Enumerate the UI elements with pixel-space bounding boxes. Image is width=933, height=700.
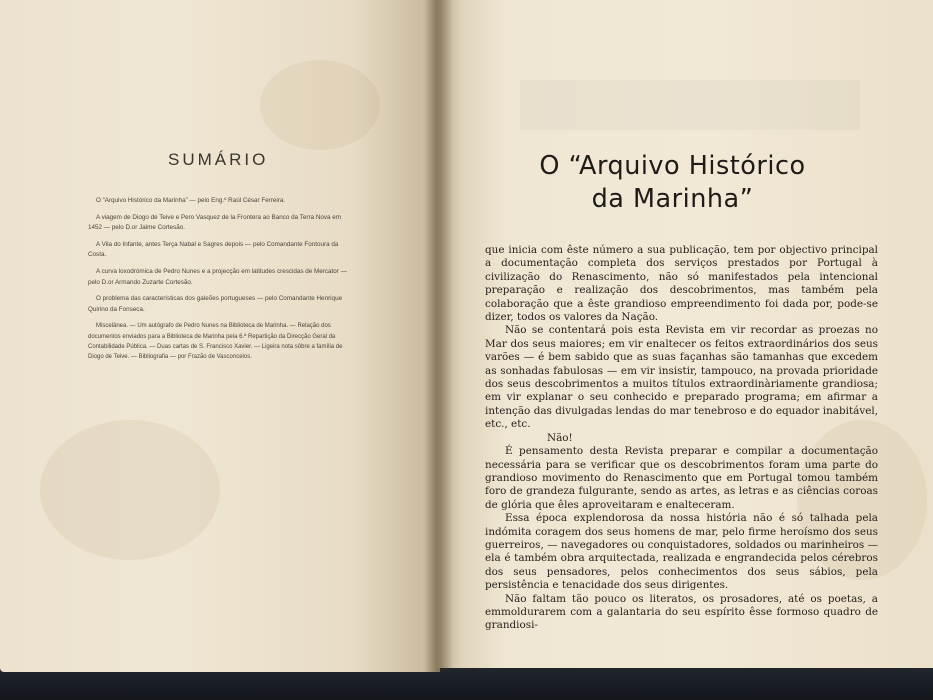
article-title-line: da Marinha”: [591, 184, 754, 214]
body-paragraph: É pensamento desta Revista preparar e compilar a documentação necessária para se verificar que os descobrimentos foram uma parte do grandioso movimento do Renascimento que em Portugal tomou também foro de grandeza fulgurante, sendo as artes, as letras e as ciências coroas de glória que êles aproveitaram e enalteceram.: [485, 445, 878, 511]
body-paragraph: Não faltam tão pouco os literatos, os prosadores, até os poetas, a emmoldurarem com a galantaria do seu espírito êsse formoso quadro de grandiosi-: [485, 592, 878, 632]
body-paragraph: Não se contentará pois esta Revista em vir recordar as proezas no Mar dos seus maiores; em vir enaltecer os feitos extraordinários dos seus varões — é bem sabido que as suas façanhas são tamanhas que excedem as sonhadas fabulosas — em vir insistir, tampouco, na provada prioridade dos seus descobrimentos a muitos títulos extraordinàriamente grandiosa; em vir explanar o seu conhecido e preparado programa; em afirmar a intenção das divulgadas lendas do mar tenebroso e do equador inabitável, etc., etc.: [485, 324, 878, 431]
toc-entry: A viagem de Diogo de Teive e Pero Vasquez de la Frontera ao Banco da Terra Nova em 1452 — pelo D.or Jaime Cortesão.: [88, 213, 342, 232]
table-of-contents: [88, 196, 348, 368]
book-gutter: [425, 0, 453, 672]
toc-entry: O problema das características dos galeões portugueses — pelo Comandante Henrique Quirino da Fonseca.: [88, 295, 343, 313]
sumario-title: SUMÁRIO: [168, 150, 269, 169]
body-paragraph: Essa época explendorosa da nossa história não é só talhada pela indómita coragem dos seus homens de mar, pelo firme heroísmo dos seus guerreiros, — navegadores ou conquistadores, soldados ou marinheiros — ela é também obra arquitectada, realizada e engrandecida pelos cérebros dos seus pensadores, pelos conhecimentos dos seus sábios, pela persistência e tenacidade dos seus dirigentes.: [485, 512, 878, 592]
article-body: [485, 244, 878, 633]
body-paragraph: que inicia com êste número a sua publicação, tem por objectivo principal a documentação completa dos serviços prestados por Portugal à civilização do Renascimento, não só manifestados pela intencional preparação e realização dos descobrimentos, mas também pela colaboração que a êste grandioso empreendimento foi dada por, pode-se dizer, todos os valores da Nação.: [485, 244, 878, 324]
paper-stain: [40, 420, 220, 560]
toc-entry: A curva loxodrómica de Pedro Nunes e a projecção em latitudes crescidas de Mercator — pelo D.or Armando Zuzarte Cortesão.: [88, 267, 347, 286]
paper-stain: [260, 60, 380, 150]
show-through: [520, 80, 860, 130]
article-title: [505, 150, 840, 216]
toc-entry: A Vila do Infante, antes Terça Nabal e Sagres depois — pelo Comandante Fontoura da Costa.: [88, 240, 339, 259]
body-paragraph: Não!: [547, 431, 573, 444]
toc-miscellanea: Miscelânea. — Um autógrafo de Pedro Nunes na Biblioteca de Marinha. — Relação dos documentos enviados para a Biblioteca de Marinha pela 6.ª Repartição da Direcção Geral da Contabilidade Pública. — Duas cartas de S. Francisco Xavier. — Ligeira nota sôbre a família de Diogo de Teive. — Bibliografia — por Frazão de Vasconcelos.: [88, 323, 343, 360]
article-title-line: O “Arquivo Histórico: [539, 151, 806, 181]
toc-entry: O “Arquivo Histórico da Marinha” — pelo Eng.º Raúl César Ferreira.: [96, 197, 286, 204]
